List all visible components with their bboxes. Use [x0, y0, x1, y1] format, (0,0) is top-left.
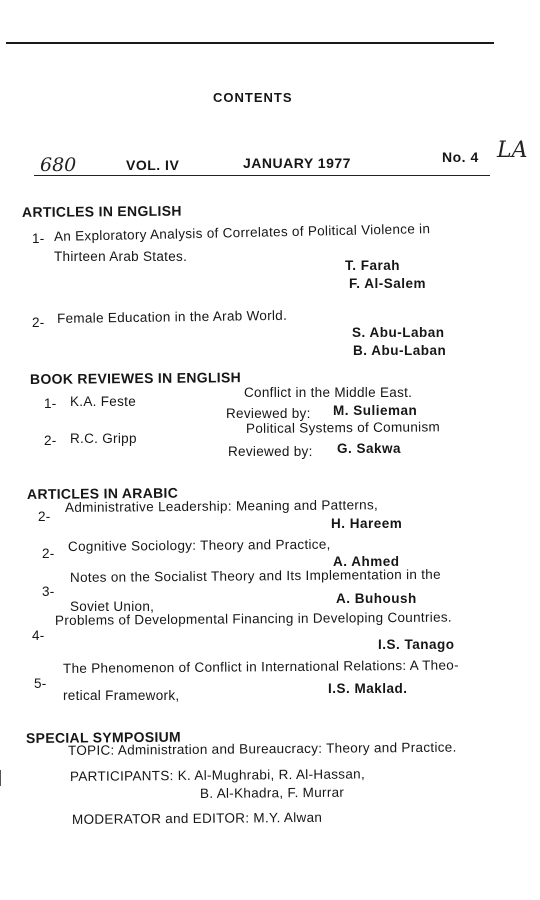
book-title: Conflict in the Middle East.	[244, 385, 413, 400]
author-name: I.S. Tanago	[378, 637, 455, 652]
section-heading-symposium: SPECIAL SYMPOSIUM	[25, 728, 182, 746]
article-title: Female Education in the Arab World.	[56, 307, 288, 326]
symposium-participants: PARTICIPANTS: K. Al-Mughrabi, R. Al-Hassan,	[69, 766, 366, 784]
author-name: I.S. Maklad.	[328, 681, 408, 696]
item-number: 1-	[44, 396, 57, 411]
author-name: A. Buhoush	[336, 591, 417, 606]
book-title: Political Systems of Comunism	[245, 419, 441, 436]
article-title: Cognitive Sociology: Theory and Practice,	[67, 536, 331, 554]
item-number: 2-	[38, 509, 51, 524]
item-number: 2-	[44, 433, 57, 448]
symposium-participants-continued: B. Al-Khadra, F. Murrar	[199, 784, 345, 801]
handwritten-mark: LA	[497, 138, 528, 163]
reviewer-name: M. Sulieman	[333, 403, 418, 418]
book-author: R.C. Gripp	[70, 431, 137, 446]
item-number: 2-	[42, 546, 55, 561]
item-number: 5-	[34, 676, 47, 691]
author-name: S. Abu-Laban	[352, 325, 445, 340]
handwritten-number: 680	[40, 154, 77, 176]
article-title-continued: Thirteen Arab States.	[54, 249, 188, 264]
section-heading-book-reviews: BOOK REVIEWES IN ENGLISH	[29, 369, 242, 387]
author-name: H. Hareem	[331, 516, 403, 531]
volume-label: VOL. IV	[126, 157, 180, 173]
book-author: K.A. Feste	[70, 394, 137, 409]
issue-number: No. 4	[442, 149, 479, 165]
scan-mark	[0, 770, 1, 786]
section-heading-articles-english: ARTICLES IN ENGLISH	[21, 202, 182, 220]
issue-date: JANUARY 1977	[243, 155, 351, 171]
author-name: B. Abu-Laban	[353, 343, 447, 358]
reviewed-by-label: Reviewed by:	[226, 406, 311, 421]
section-heading-articles-arabic: ARTICLES IN ARABIC	[26, 484, 179, 502]
reviewed-by-label: Reviewed by:	[228, 444, 313, 459]
reviewer-name: G. Sakwa	[337, 441, 402, 456]
author-name: F. Al-Salem	[349, 276, 427, 291]
item-number: 4-	[32, 628, 45, 643]
item-number: 3-	[42, 584, 55, 599]
item-number: 1-	[32, 231, 45, 246]
article-title-continued: retical Framework,	[63, 688, 180, 703]
article-title: The Phenomenon of Conflict in International Relations: A Theo-	[62, 657, 459, 676]
article-title: An Exploratory Analysis of Correlates of Political Violence in	[53, 221, 431, 244]
item-number: 2-	[32, 315, 45, 330]
contents-title: CONTENTS	[213, 90, 293, 105]
article-title: Problems of Developmental Financing in Developing Countries.	[54, 609, 453, 628]
article-title: Administrative Leadership: Meaning and Patterns,	[64, 497, 379, 515]
author-name: T. Farah	[345, 258, 401, 273]
top-rule	[6, 42, 494, 44]
author-name: A. Ahmed	[333, 554, 400, 569]
symposium-topic: TOPIC: Administration and Bureaucracy: Theory and Practice.	[67, 739, 457, 758]
article-title: Notes on the Socialist Theory and Its Implementation in the	[69, 566, 441, 585]
volume-underline	[34, 175, 490, 176]
symposium-moderator: MODERATOR and EDITOR: M.Y. Alwan	[71, 809, 323, 827]
article-title-continued: Soviet Union,	[70, 599, 155, 614]
